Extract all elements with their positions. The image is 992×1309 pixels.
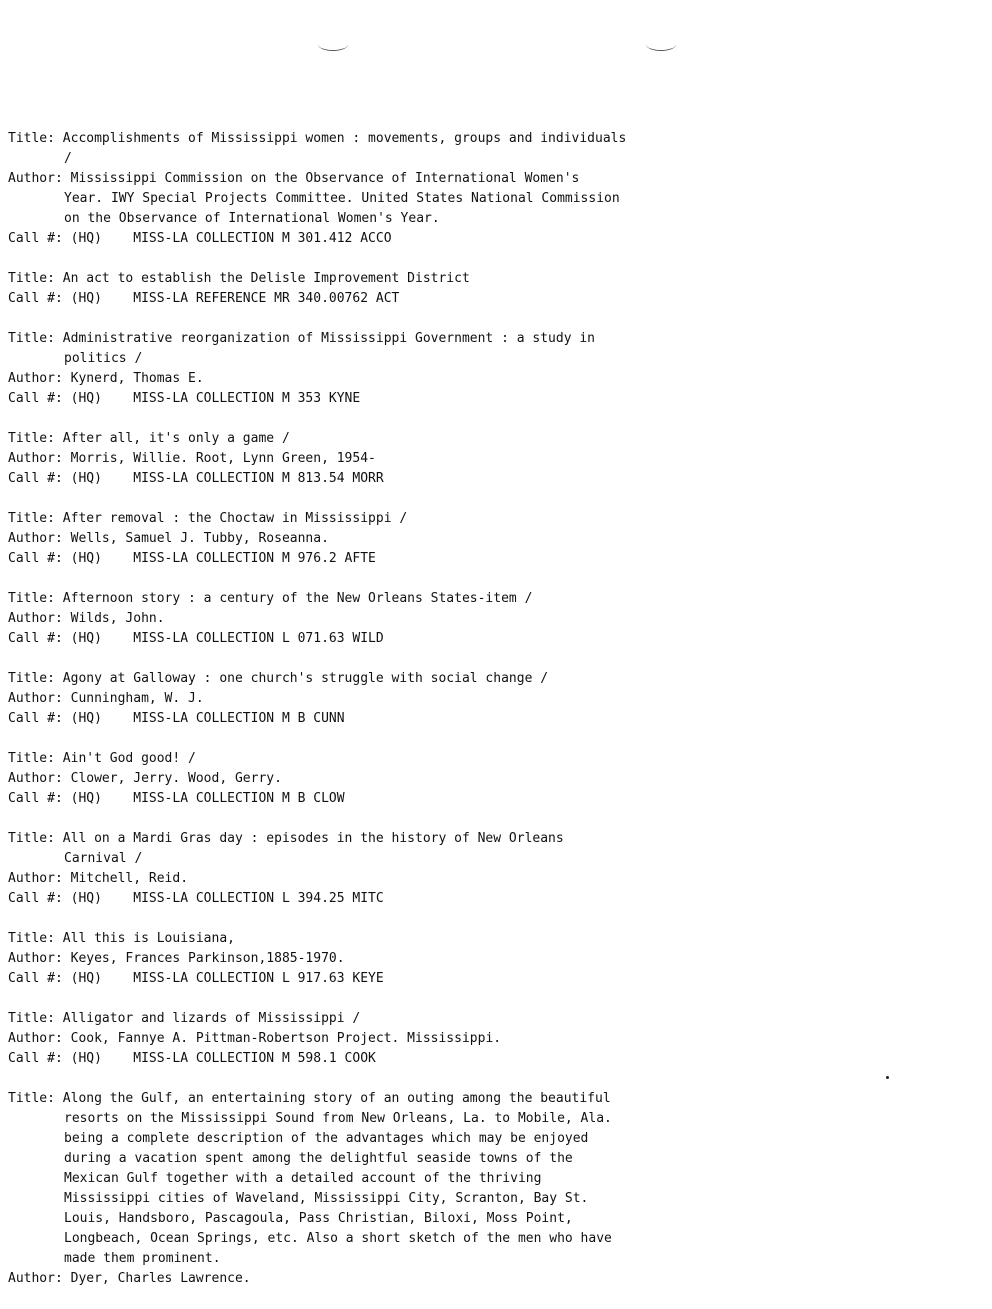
- scan-speck: [886, 1076, 889, 1079]
- record-title-text: Longbeach, Ocean Springs, etc. Also a short sketch of the men who have: [64, 1231, 612, 1246]
- record-call-number-text: (HQ) MISS-LA COLLECTION M 976.2 AFTE: [70, 551, 376, 566]
- record-title: [8, 1249, 628, 1269]
- record-author: [8, 949, 628, 969]
- record-call-number: [8, 1049, 628, 1069]
- record-title-text: Louis, Handsboro, Pascagoula, Pass Christian, Biloxi, Moss Point,: [64, 1211, 573, 1226]
- punch-hole-mark: [318, 38, 348, 51]
- record-title-label: Title:: [8, 831, 55, 846]
- record-title: [8, 269, 628, 289]
- record-title: [8, 1169, 628, 1189]
- record-title-text: After all, it's only a game /: [62, 431, 290, 446]
- record-title-text: Ain't God good! /: [62, 751, 196, 766]
- record-title-text: An act to establish the Delisle Improvement District: [62, 271, 470, 286]
- record-author-text: Mississippi Commission on the Observance of International Women's: [70, 171, 580, 186]
- record-author: [8, 689, 628, 709]
- record-author: [8, 769, 628, 789]
- record-title-text: Accomplishments of Mississippi women : movements, groups and individuals: [62, 131, 627, 146]
- record-title: [8, 1229, 628, 1249]
- record-author-label: Author:: [8, 1031, 63, 1046]
- record-title-text: /: [64, 151, 72, 166]
- record-call-number: [8, 789, 628, 809]
- record-author-text: Cunningham, W. J.: [70, 691, 204, 706]
- record-title-text: Agony at Galloway : one church's struggle with social change /: [62, 671, 549, 686]
- record-author: [8, 609, 628, 629]
- record-title: [8, 1009, 628, 1029]
- record-title: [8, 1189, 628, 1209]
- record-title-text: resorts on the Mississippi Sound from New Orleans, La. to Mobile, Ala.: [64, 1111, 612, 1126]
- record-author-label: Author:: [8, 871, 63, 886]
- record-title-text: Alligator and lizards of Mississippi /: [62, 1011, 361, 1026]
- catalog-record: [8, 429, 628, 489]
- record-title: [8, 1209, 628, 1229]
- record-title-label: Title:: [8, 591, 55, 606]
- record-call-number-label: Call #:: [8, 391, 63, 406]
- record-title: [8, 429, 628, 449]
- record-author: [8, 529, 628, 549]
- record-title-text: being a complete description of the advantages which may be enjoyed: [64, 1131, 589, 1146]
- record-title-text: After removal : the Choctaw in Mississippi /: [62, 511, 408, 526]
- record-call-number-label: Call #:: [8, 971, 63, 986]
- record-title-text: All on a Mardi Gras day : episodes in the history of New Orleans: [62, 831, 564, 846]
- record-title: [8, 1129, 628, 1149]
- record-call-number: [8, 389, 628, 409]
- record-call-number-label: Call #:: [8, 551, 63, 566]
- record-call-number-label: Call #:: [8, 711, 63, 726]
- record-author-label: Author:: [8, 171, 63, 186]
- record-call-number-label: Call #:: [8, 631, 63, 646]
- record-title: [8, 1109, 628, 1129]
- record-title: [8, 929, 628, 949]
- record-title: [8, 669, 628, 689]
- record-title: [8, 849, 628, 869]
- record-title-label: Title:: [8, 931, 55, 946]
- record-title: [8, 349, 628, 369]
- catalog-record: [8, 829, 628, 909]
- catalog-record: [8, 589, 628, 649]
- record-title-label: Title:: [8, 1011, 55, 1026]
- catalog-record: [8, 509, 628, 569]
- record-author-text: Mitchell, Reid.: [70, 871, 189, 886]
- record-author-label: Author:: [8, 1271, 63, 1286]
- record-author-label: Author:: [8, 531, 63, 546]
- record-author-text: Wilds, John.: [70, 611, 165, 626]
- record-title-text: Along the Gulf, an entertaining story of an outing among the beautiful: [62, 1091, 611, 1106]
- record-author: [8, 209, 628, 229]
- record-author-label: Author:: [8, 951, 63, 966]
- record-call-number-label: Call #:: [8, 231, 63, 246]
- record-title: [8, 329, 628, 349]
- catalog-record: [8, 929, 628, 989]
- record-title-label: Title:: [8, 331, 55, 346]
- record-call-number-text: (HQ) MISS-LA COLLECTION L 394.25 MITC: [70, 891, 384, 906]
- record-call-number-text: (HQ) MISS-LA COLLECTION M 598.1 COOK: [70, 1051, 376, 1066]
- record-call-number-text: (HQ) MISS-LA COLLECTION L 071.63 WILD: [70, 631, 384, 646]
- record-call-number-label: Call #:: [8, 791, 63, 806]
- record-author-text: Year. IWY Special Projects Committee. United States National Commission: [64, 191, 620, 206]
- record-title: [8, 1089, 628, 1109]
- record-author: [8, 169, 628, 189]
- record-title-label: Title:: [8, 271, 55, 286]
- catalog-record: [8, 269, 628, 309]
- record-call-number: [8, 229, 628, 249]
- record-title: [8, 149, 628, 169]
- record-title: [8, 1149, 628, 1169]
- record-title: [8, 129, 628, 149]
- record-title-label: Title:: [8, 131, 55, 146]
- record-title-text: Administrative reorganization of Mississippi Government : a study in: [62, 331, 596, 346]
- catalog-record: [8, 749, 628, 809]
- record-title: [8, 829, 628, 849]
- record-author: [8, 449, 628, 469]
- record-call-number: [8, 889, 628, 909]
- record-call-number-text: (HQ) MISS-LA COLLECTION M 813.54 MORR: [70, 471, 384, 486]
- catalog-record: [8, 1089, 628, 1289]
- record-title-label: Title:: [8, 1091, 55, 1106]
- record-title: [8, 589, 628, 609]
- record-call-number: [8, 549, 628, 569]
- record-title-text: Mississippi cities of Waveland, Mississippi City, Scranton, Bay St.: [64, 1191, 589, 1206]
- record-call-number-label: Call #:: [8, 471, 63, 486]
- record-call-number-label: Call #:: [8, 891, 63, 906]
- record-call-number-text: (HQ) MISS-LA COLLECTION M B CUNN: [70, 711, 345, 726]
- record-author-text: Clower, Jerry. Wood, Gerry.: [70, 771, 282, 786]
- record-title-text: Afternoon story : a century of the New Orleans States-item /: [62, 591, 533, 606]
- record-author-text: Keyes, Frances Parkinson,1885-1970.: [70, 951, 345, 966]
- record-author: [8, 1269, 628, 1289]
- record-call-number-label: Call #:: [8, 1051, 63, 1066]
- record-call-number: [8, 969, 628, 989]
- record-author: [8, 189, 628, 209]
- record-title: [8, 749, 628, 769]
- record-author: [8, 369, 628, 389]
- record-author-text: on the Observance of International Women's Year.: [64, 211, 440, 226]
- record-call-number-label: Call #:: [8, 291, 63, 306]
- record-title: [8, 509, 628, 529]
- record-title-label: Title:: [8, 511, 55, 526]
- catalog-record: [8, 129, 628, 249]
- catalog-record: [8, 329, 628, 409]
- record-call-number: [8, 289, 628, 309]
- record-call-number: [8, 629, 628, 649]
- record-title-label: Title:: [8, 751, 55, 766]
- catalog-record: [8, 1009, 628, 1069]
- record-title-label: Title:: [8, 671, 55, 686]
- punch-hole-mark: [646, 38, 676, 51]
- record-call-number: [8, 709, 628, 729]
- record-author-text: Dyer, Charles Lawrence.: [70, 1271, 251, 1286]
- record-author-text: Kynerd, Thomas E.: [70, 371, 204, 386]
- record-title-text: Mexican Gulf together with a detailed account of the thriving: [64, 1171, 542, 1186]
- record-title-label: Title:: [8, 431, 55, 446]
- catalog-record: [8, 669, 628, 729]
- record-author-text: Wells, Samuel J. Tubby, Roseanna.: [70, 531, 329, 546]
- record-author-text: Morris, Willie. Root, Lynn Green, 1954-: [70, 451, 376, 466]
- record-call-number-text: (HQ) MISS-LA REFERENCE MR 340.00762 ACT: [70, 291, 400, 306]
- record-call-number-text: (HQ) MISS-LA COLLECTION L 917.63 KEYE: [70, 971, 384, 986]
- record-call-number-text: (HQ) MISS-LA COLLECTION M B CLOW: [70, 791, 345, 806]
- record-author-text: Cook, Fannye A. Pittman-Robertson Project. Mississippi.: [70, 1031, 502, 1046]
- record-title-text: All this is Louisiana,: [62, 931, 235, 946]
- record-title-text: during a vacation spent among the delightful seaside towns of the: [64, 1151, 573, 1166]
- record-call-number-text: (HQ) MISS-LA COLLECTION M 353 KYNE: [70, 391, 361, 406]
- record-title-text: Carnival /: [64, 851, 143, 866]
- catalog-listing: [8, 129, 628, 1309]
- record-author: [8, 869, 628, 889]
- record-author-label: Author:: [8, 611, 63, 626]
- record-author-label: Author:: [8, 691, 63, 706]
- record-author-label: Author:: [8, 771, 63, 786]
- record-title-text: politics /: [64, 351, 143, 366]
- record-call-number: [8, 469, 628, 489]
- record-title-text: made them prominent.: [64, 1251, 221, 1266]
- record-author-label: Author:: [8, 371, 63, 386]
- record-author-label: Author:: [8, 451, 63, 466]
- record-call-number-text: (HQ) MISS-LA COLLECTION M 301.412 ACCO: [70, 231, 392, 246]
- record-author: [8, 1029, 628, 1049]
